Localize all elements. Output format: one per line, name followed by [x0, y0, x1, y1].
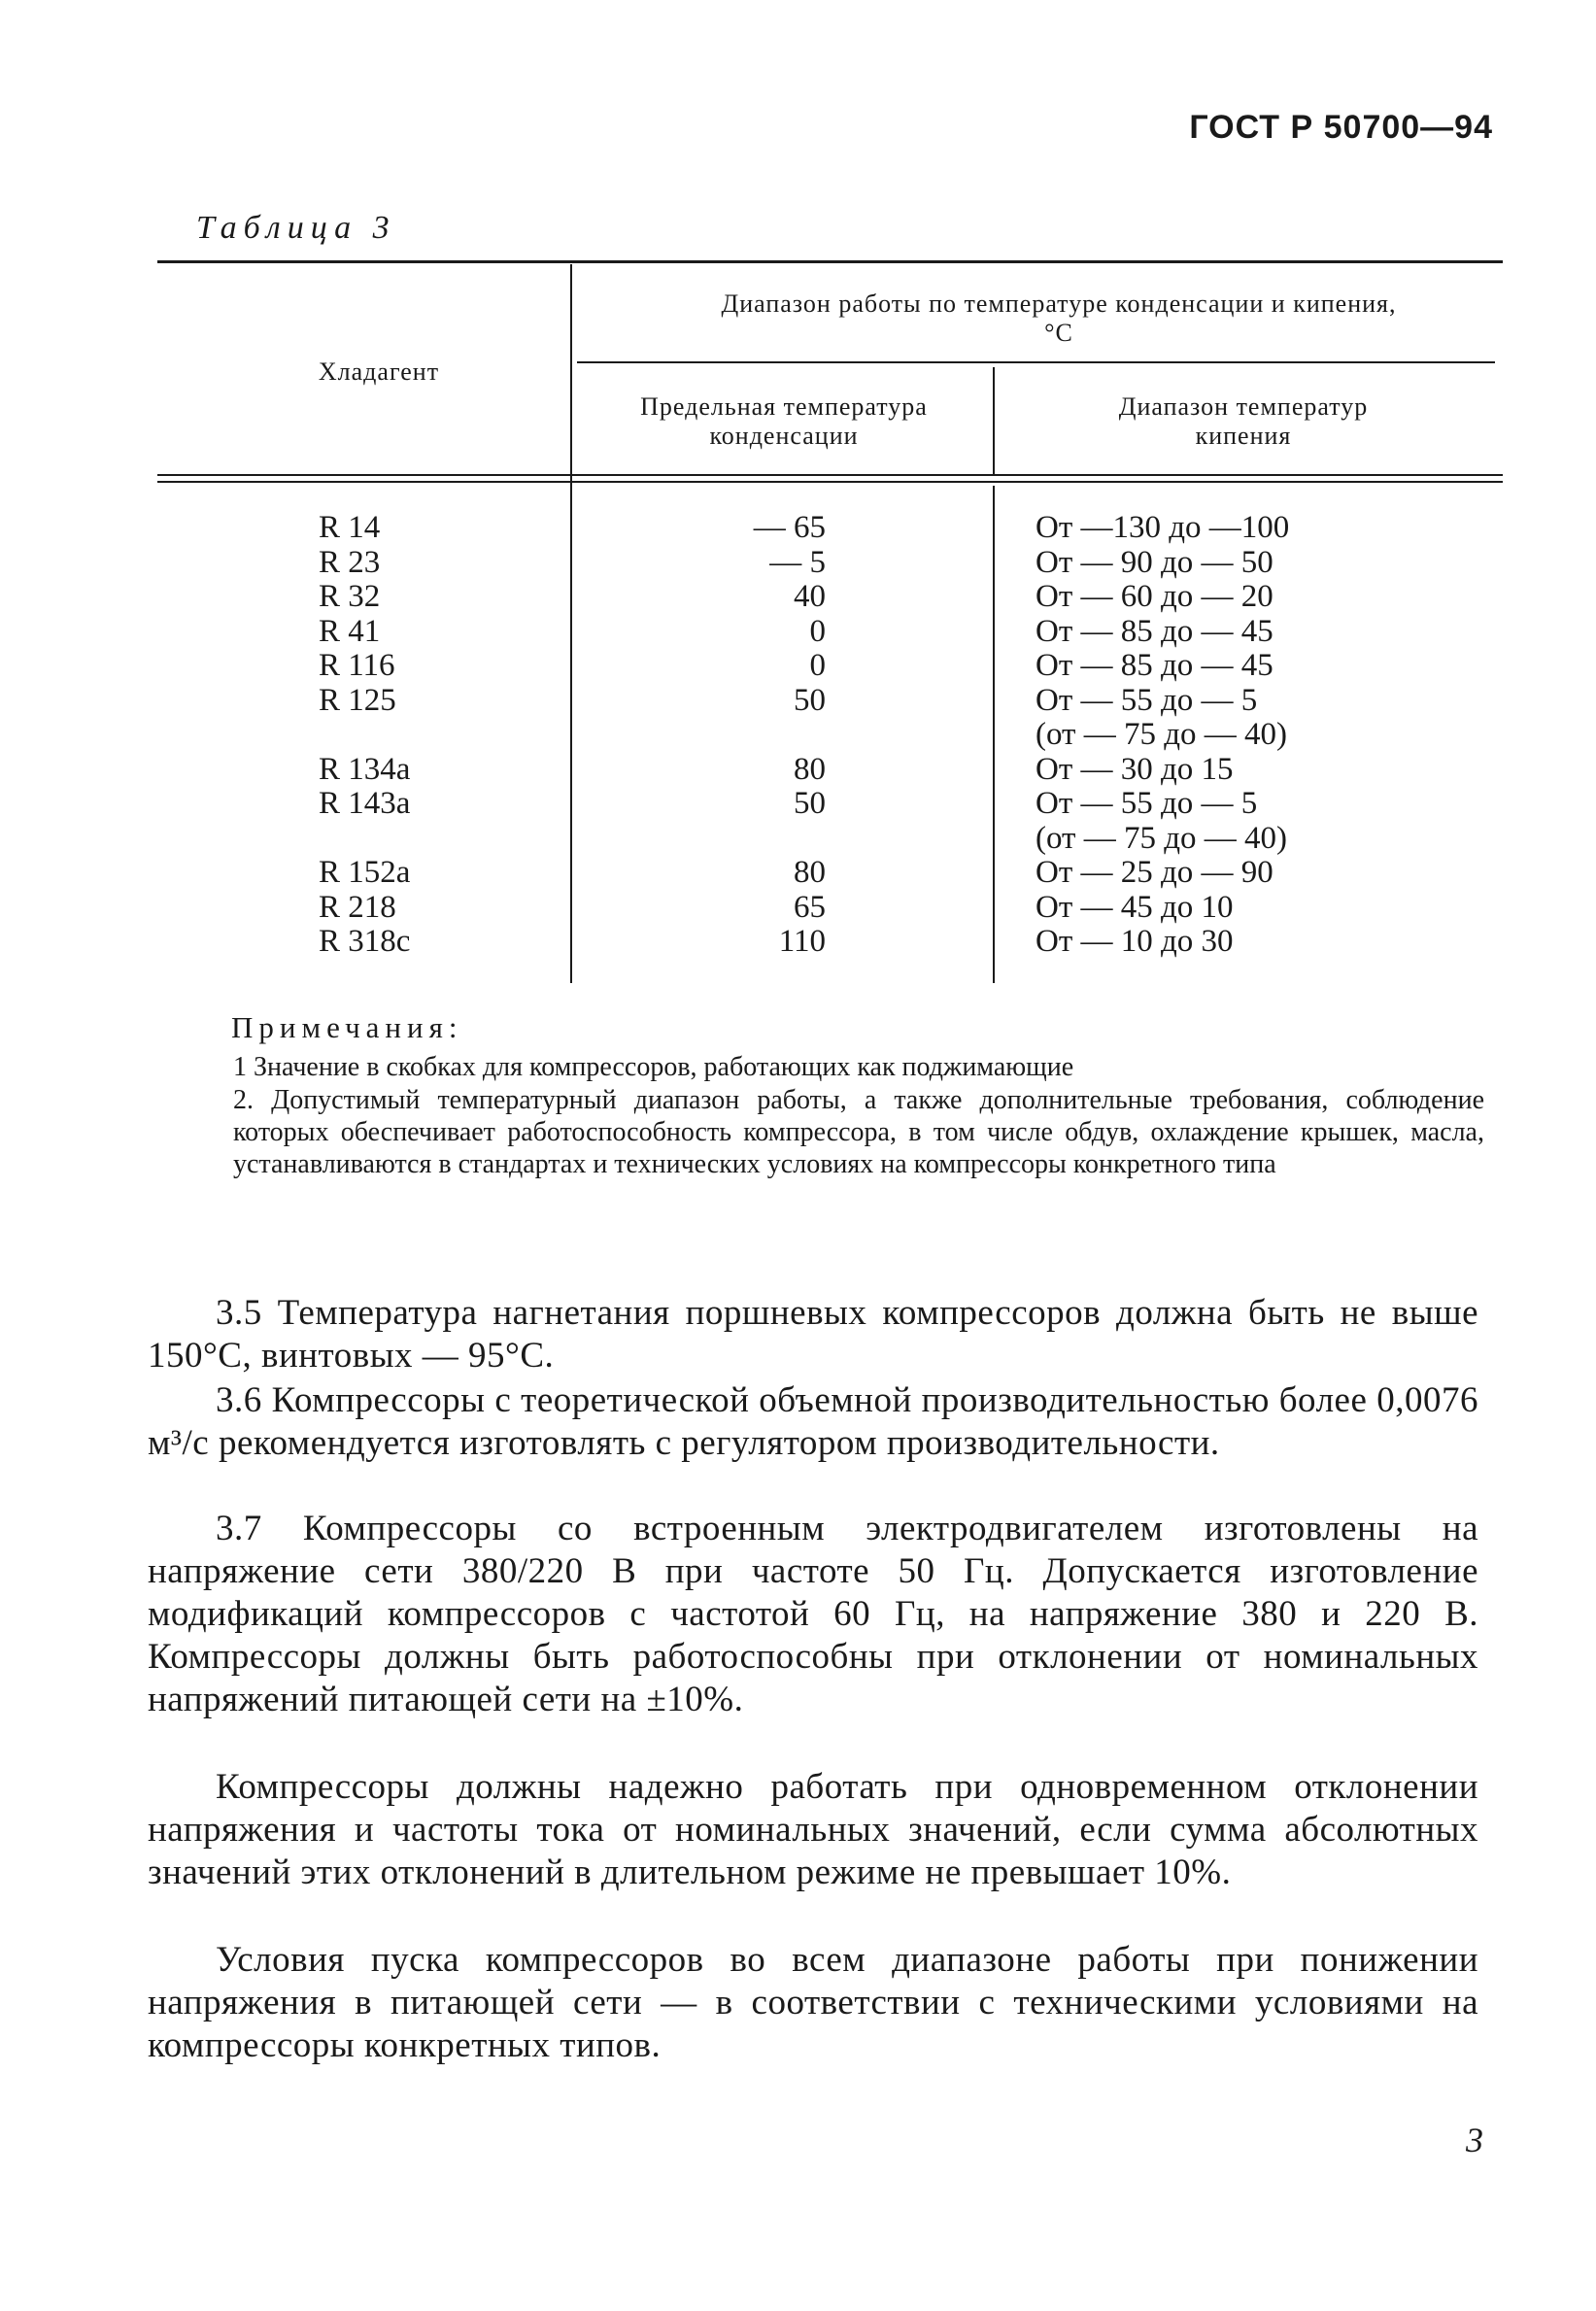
paragraph-simultaneous-deviation [148, 1766, 1478, 1894]
boiling-range-column: От —130 до —100 От — 90 до — 50 От — 60 до — 20 От — 85 до — 45 От — 85 до — 45 От — 55 до — 5 (от — 75 до — 40) От — 30 до 15 От — 55 до — 5 (от — 75 до — 40) От — 25 до — 90 От — 45 до 10 От — 10 до 30 [1036, 510, 1290, 959]
header-boiling-range: Диапазон температур кипения [1118, 392, 1369, 450]
table-caption: Таблица 3 [196, 210, 396, 246]
refrigerant-column: R 14 R 23 R 32 R 41 R 116 R 125 R 134a R 143a R 152a R 218 R 318c [319, 510, 411, 959]
table-top-rule [157, 260, 1503, 263]
header-operating-range: Диапазон работы по температуре конденсации и кипения, °С [721, 289, 1397, 347]
table-header-bottom-rule-2 [157, 481, 1503, 483]
note-2-text: 2. Допустимый температурный диапазон работы, а также дополнительные требования, соблюдение которых обеспечивает работоспособность компрессора, в том числе обдув, охлаждение крышек, масла, устанавливаются в стандартах и технических условиях на компрессоры конкретного типа [233, 1085, 1484, 1179]
table-column-separator-1 [570, 264, 572, 983]
paragraph-simultaneous-deviation-text: Компрессоры должны надежно работать при одновременном отклонении напряжения и частоты тока от номинальных значений, если сумма абсолютных значений этих отклонений в длительном режиме не превышает 10%. [148, 1767, 1478, 1892]
note-1-text: 1 Значение в скобках для компрессоров, работающих как поджимающие [233, 1052, 1074, 1082]
paragraph-3-5-text: 3.5 Температура нагнетания поршневых компрессоров должна быть не выше 150°С, винтовых — 95°С. [148, 1293, 1478, 1376]
paragraph-3-7-text: 3.7 Компрессоры со встроенным электродвигателем изготовлены на напряжение сети 380/220 В при частоте 50 Гц. Допускается изготовление модификаций компрессоров с частотой 60 Гц, на напряжение 380 и 220 В. Компрессоры должны быть работоспособны при отклонении от номинальных напряжений питающей сети на ±10%. [148, 1509, 1478, 1719]
table-column-separator-2 [993, 367, 995, 474]
header-condensation-limit: Предельная температура конденсации [640, 392, 928, 450]
document-header: ГОСТ Р 50700—94 [1189, 109, 1493, 146]
paragraph-3-7 [148, 1508, 1478, 1721]
page-number: 3 [1466, 2121, 1483, 2159]
note-1 [192, 1051, 1484, 1083]
notes-title: Примечания: [231, 1010, 463, 1044]
header-refrigerant: Хладагент [318, 357, 440, 386]
paragraph-start-conditions [148, 1939, 1478, 2067]
table-column-separator-2-body [993, 486, 995, 983]
condensation-limit-column: — 65 — 5 40 0 0 50 80 50 80 65 110 [753, 510, 826, 959]
table-header-divider [577, 361, 1495, 363]
paragraph-start-conditions-text: Условия пуска компрессоров во всем диапазоне работы при понижении напряжения в питающей сети — в соответствии с техническими условиями на компрессоры конкретных типов. [148, 1940, 1478, 2065]
paragraph-3-6 [148, 1379, 1478, 1465]
paragraph-3-5 [148, 1292, 1478, 1377]
table-header-bottom-rule [157, 474, 1503, 476]
paragraph-3-6-text: 3.6 Компрессоры с теоретической объемной производительностью более 0,0076 м³/с рекомендуется изготовлять с регулятором производительности. [148, 1380, 1478, 1463]
note-2 [192, 1084, 1484, 1180]
